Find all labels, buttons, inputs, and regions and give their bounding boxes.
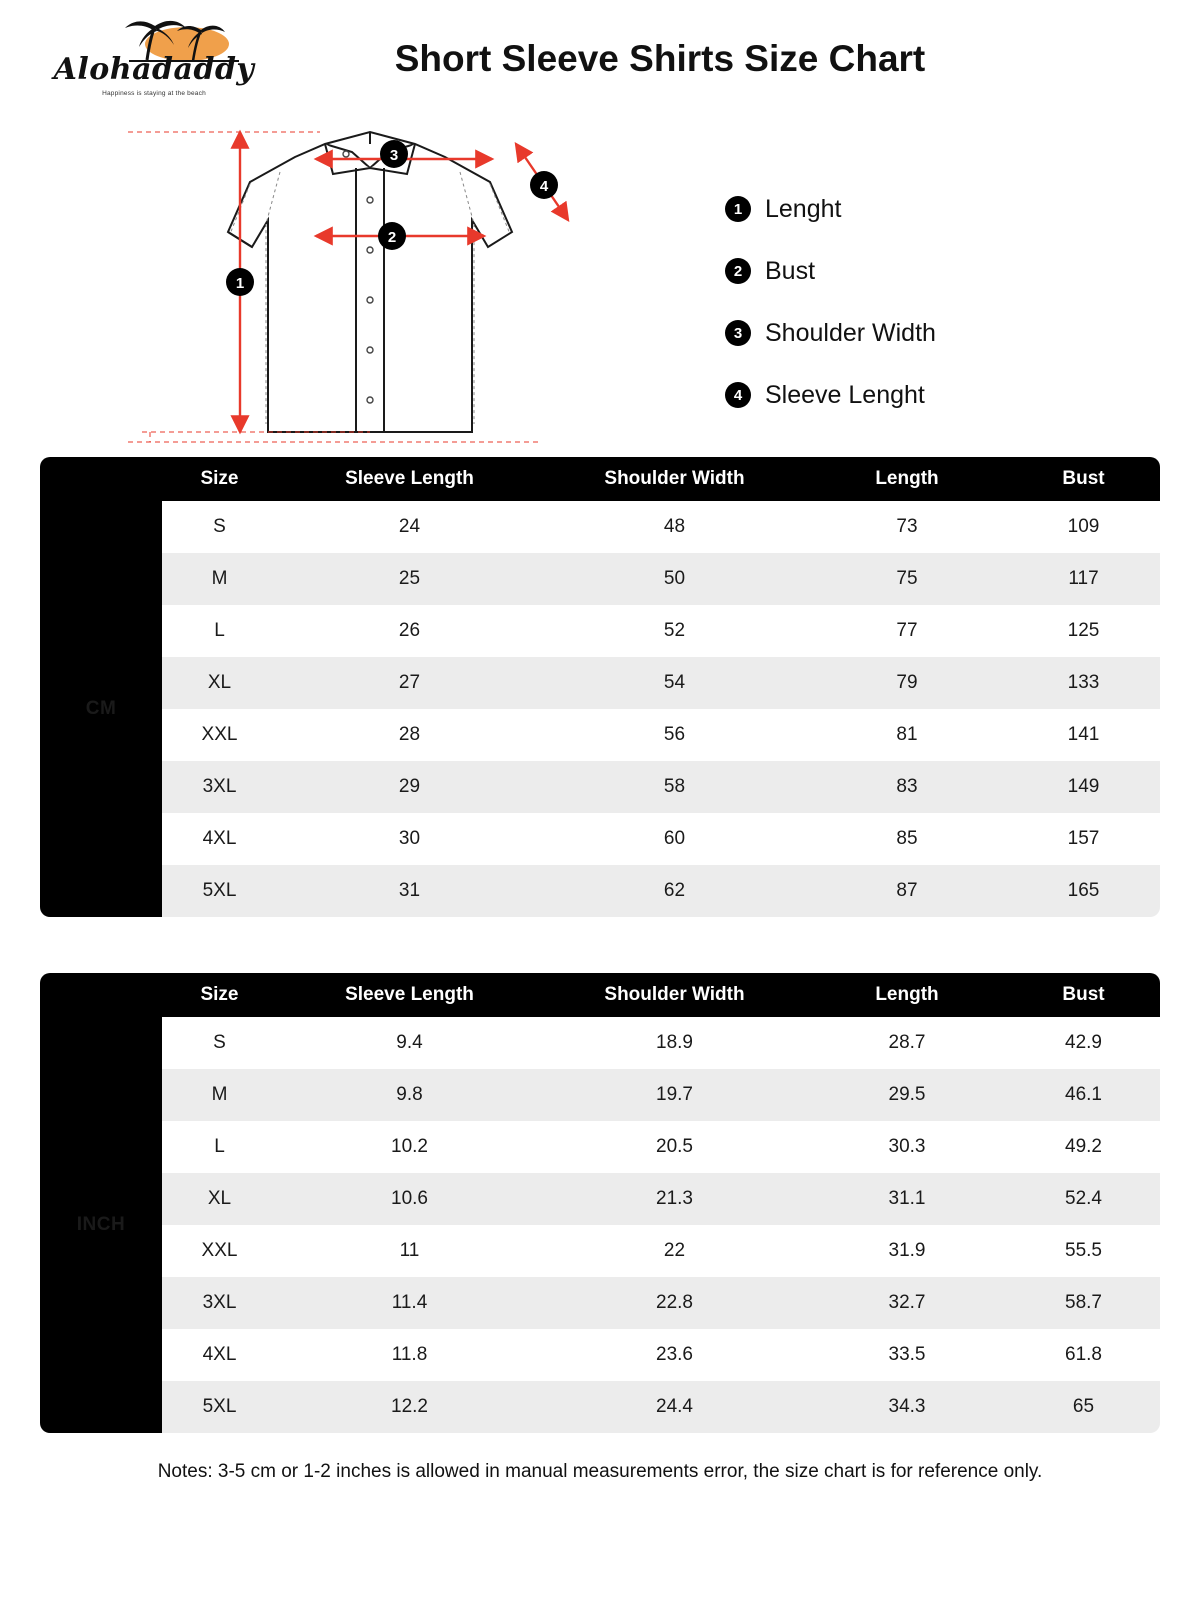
cell-shoulder-width: 21.3 — [542, 1173, 807, 1225]
table-spacer — [0, 917, 1200, 973]
cell-size: L — [162, 1121, 277, 1173]
cell-shoulder-width: 23.6 — [542, 1329, 807, 1381]
cell-sleeve-length: 24 — [277, 501, 542, 553]
legend-badge-1: 1 — [725, 196, 751, 222]
cell-length: 32.7 — [807, 1277, 1007, 1329]
legend-label-3: Shoulder Width — [765, 318, 936, 347]
cell-bust: 46.1 — [1007, 1069, 1160, 1121]
cell-bust: 42.9 — [1007, 1017, 1160, 1069]
table-row — [40, 761, 1160, 813]
legend-label-4: Sleeve Lenght — [765, 380, 925, 409]
table-row — [40, 1017, 1160, 1069]
cell-size: M — [162, 1069, 277, 1121]
legend-badge-4: 4 — [725, 382, 751, 408]
cell-shoulder-width: 60 — [542, 813, 807, 865]
cell-shoulder-width: 22.8 — [542, 1277, 807, 1329]
unit-header — [40, 973, 162, 1017]
brand-logo — [34, 14, 274, 106]
cell-sleeve-length: 31 — [277, 865, 542, 917]
cell-size: XL — [162, 657, 277, 709]
table-row — [40, 1225, 1160, 1277]
cell-length: 29.5 — [807, 1069, 1007, 1121]
column-header-sleeve-length: Sleeve Length — [277, 457, 542, 501]
svg-text:2: 2 — [387, 229, 397, 246]
column-header-shoulder-width: Shoulder Width — [542, 973, 807, 1017]
cell-shoulder-width: 19.7 — [542, 1069, 807, 1121]
legend-badge-3: 3 — [725, 320, 751, 346]
cell-sleeve-length: 26 — [277, 605, 542, 657]
cm-size-table — [40, 457, 1160, 917]
cell-bust: 157 — [1007, 813, 1160, 865]
cell-shoulder-width: 18.9 — [542, 1017, 807, 1069]
cell-sleeve-length: 11.8 — [277, 1329, 542, 1381]
cell-sleeve-length: 10.2 — [277, 1121, 542, 1173]
column-header-sleeve-length: Sleeve Length — [277, 973, 542, 1017]
cell-sleeve-length: 12.2 — [277, 1381, 542, 1433]
unit-cell-inch: INCH — [40, 1017, 162, 1433]
cell-size: XXL — [162, 1225, 277, 1277]
table-row — [40, 1329, 1160, 1381]
cell-shoulder-width: 24.4 — [542, 1381, 807, 1433]
cell-size: 4XL — [162, 1329, 277, 1381]
cell-shoulder-width: 58 — [542, 761, 807, 813]
cell-bust: 65 — [1007, 1381, 1160, 1433]
table-header-row — [40, 973, 1160, 1017]
cell-size: 5XL — [162, 1381, 277, 1433]
page-header — [0, 0, 1200, 110]
cell-length: 87 — [807, 865, 1007, 917]
cell-bust: 165 — [1007, 865, 1160, 917]
svg-text:4: 4 — [539, 178, 549, 195]
table-row — [40, 1069, 1160, 1121]
cell-shoulder-width: 62 — [542, 865, 807, 917]
legend-item-length — [725, 178, 936, 240]
cell-length: 79 — [807, 657, 1007, 709]
cell-length: 81 — [807, 709, 1007, 761]
column-header-bust: Bust — [1007, 973, 1160, 1017]
cell-sleeve-length: 10.6 — [277, 1173, 542, 1225]
cm-table-block — [40, 457, 1160, 917]
table-row — [40, 1121, 1160, 1173]
measurement-diagram — [0, 112, 1200, 457]
cell-length: 30.3 — [807, 1121, 1007, 1173]
unit-cell-cm: CM — [40, 501, 162, 917]
table-row — [40, 657, 1160, 709]
cell-length: 28.7 — [807, 1017, 1007, 1069]
cell-bust: 52.4 — [1007, 1173, 1160, 1225]
cell-size: S — [162, 501, 277, 553]
column-header-bust: Bust — [1007, 457, 1160, 501]
diagram-legend — [725, 178, 936, 426]
cell-size: 4XL — [162, 813, 277, 865]
table-row — [40, 709, 1160, 761]
cell-sleeve-length: 27 — [277, 657, 542, 709]
cell-length: 83 — [807, 761, 1007, 813]
column-header-size: Size — [162, 973, 277, 1017]
brand-tagline: Happiness is staying at the beach — [102, 90, 206, 97]
cell-bust: 61.8 — [1007, 1329, 1160, 1381]
cell-length: 77 — [807, 605, 1007, 657]
column-header-shoulder-width: Shoulder Width — [542, 457, 807, 501]
cell-sleeve-length: 30 — [277, 813, 542, 865]
cell-size: M — [162, 553, 277, 605]
cell-shoulder-width: 54 — [542, 657, 807, 709]
cell-bust: 141 — [1007, 709, 1160, 761]
cell-bust: 49.2 — [1007, 1121, 1160, 1173]
legend-label-2: Bust — [765, 256, 816, 285]
table-row — [40, 605, 1160, 657]
column-header-size: Size — [162, 457, 277, 501]
table-row — [40, 1173, 1160, 1225]
cell-bust: 149 — [1007, 761, 1160, 813]
cell-bust: 125 — [1007, 605, 1160, 657]
cell-size: 3XL — [162, 761, 277, 813]
cell-sleeve-length: 9.8 — [277, 1069, 542, 1121]
table-row — [40, 1277, 1160, 1329]
cell-length: 34.3 — [807, 1381, 1007, 1433]
cell-bust: 117 — [1007, 553, 1160, 605]
cell-size: 3XL — [162, 1277, 277, 1329]
cell-sleeve-length: 28 — [277, 709, 542, 761]
table-header-row — [40, 457, 1160, 501]
cell-shoulder-width: 52 — [542, 605, 807, 657]
cell-size: S — [162, 1017, 277, 1069]
legend-badge-2: 2 — [725, 258, 751, 284]
legend-label-1: Lenght — [765, 194, 842, 223]
cell-sleeve-length: 11.4 — [277, 1277, 542, 1329]
inch-table-block — [40, 973, 1160, 1433]
cell-length: 85 — [807, 813, 1007, 865]
table-row — [40, 553, 1160, 605]
column-header-length: Length — [807, 457, 1007, 501]
inch-size-table — [40, 973, 1160, 1433]
legend-item-shoulder-width — [725, 302, 936, 364]
table-row — [40, 813, 1160, 865]
cell-sleeve-length: 11 — [277, 1225, 542, 1277]
table-row — [40, 865, 1160, 917]
cell-sleeve-length: 29 — [277, 761, 542, 813]
svg-text:1: 1 — [235, 275, 245, 292]
cell-bust: 133 — [1007, 657, 1160, 709]
table-row — [40, 1381, 1160, 1433]
cell-size: 5XL — [162, 865, 277, 917]
cell-size: XL — [162, 1173, 277, 1225]
cell-bust: 55.5 — [1007, 1225, 1160, 1277]
brand-name: Alohadaddy — [53, 52, 255, 87]
cell-shoulder-width: 50 — [542, 553, 807, 605]
legend-item-bust — [725, 240, 936, 302]
unit-header — [40, 457, 162, 501]
cell-length: 33.5 — [807, 1329, 1007, 1381]
cell-length: 75 — [807, 553, 1007, 605]
table-row — [40, 501, 1160, 553]
cell-size: L — [162, 605, 277, 657]
notes-text: Notes: 3-5 cm or 1-2 inches is allowed in manual measurements error, the size chart is for reference only. — [157, 1461, 1043, 1482]
cell-shoulder-width: 56 — [542, 709, 807, 761]
cell-sleeve-length: 25 — [277, 553, 542, 605]
cell-shoulder-width: 20.5 — [542, 1121, 807, 1173]
cell-size: XXL — [162, 709, 277, 761]
cell-length: 73 — [807, 501, 1007, 553]
cell-length: 31.1 — [807, 1173, 1007, 1225]
cell-bust: 109 — [1007, 501, 1160, 553]
page-title: Short Sleeve Shirts Size Chart — [394, 38, 926, 79]
cell-shoulder-width: 48 — [542, 501, 807, 553]
svg-text:3: 3 — [389, 147, 399, 164]
legend-item-sleeve-length — [725, 364, 936, 426]
shirt-illustration — [120, 112, 640, 457]
cell-length: 31.9 — [807, 1225, 1007, 1277]
cell-bust: 58.7 — [1007, 1277, 1160, 1329]
column-header-length: Length — [807, 973, 1007, 1017]
cell-shoulder-width: 22 — [542, 1225, 807, 1277]
cell-sleeve-length: 9.4 — [277, 1017, 542, 1069]
